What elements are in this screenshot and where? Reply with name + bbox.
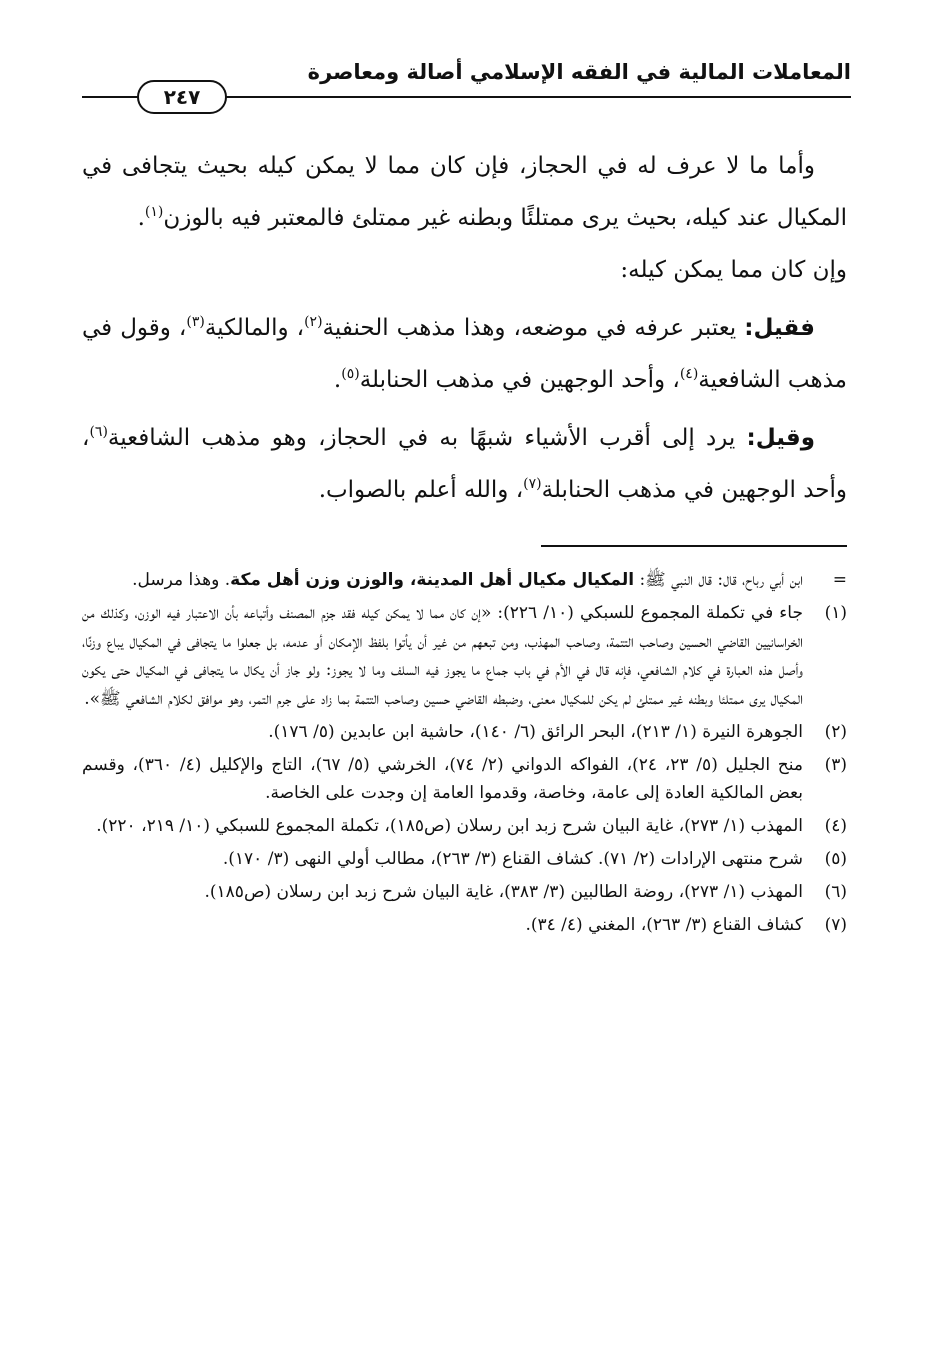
paragraph-3-text-d: ، وأحد الوجهين في مذهب الحنابلة: [359, 367, 680, 393]
paragraph-1-end: .: [137, 205, 145, 231]
footnote-ref-7: (٧): [523, 476, 542, 492]
footnote-number: (٣): [824, 754, 847, 775]
opinion-1-label: فقيل:: [744, 315, 815, 341]
footnote-2: [82, 718, 847, 747]
footnote-number: (٢): [824, 721, 847, 742]
main-text: [82, 140, 847, 516]
paragraph-3-end: .: [333, 367, 342, 393]
footnote-text: الجوهرة النيرة (١/ ٢١٣)، البحر الرائق (٦/ ١٤٠)، حاشية ابن عابدين (٥/ ١٧٦).: [268, 721, 803, 742]
footnote-text: شرح منتهى الإرادات (٢/ ٧١). كشاف القناع (٣/ ٢٦٣)، مطالب أولي النهى (٣/ ١٧٠).: [222, 849, 803, 869]
footnote-text: المهذب (١/ ٢٧٣)، غاية البيان شرح زبد ابن رسلان (ص١٨٥)، تكملة المجموع للسبكي (١٠/ ٢١٩، ٢٢٠).: [96, 816, 803, 836]
footnote-6: [82, 878, 847, 907]
footnote-text: منح الجليل (٥/ ٢٣، ٢٤)، الفواكه الدواني (٢/ ٧٤)، الخرشي (٥/ ٦٧)، التاج والإكليل (٤/ ٣٦٠)، وقسم بعض المالكية العادة إلى عامة، وخاصة، وقدموا العامة إن وجدت على الخاصة.: [82, 754, 804, 803]
footnote-number: (٧): [824, 915, 847, 935]
footnote-number: (٤): [824, 816, 847, 836]
paragraph-1: [82, 140, 847, 244]
continuation-text-a: ابن أبي رباح، قال: قال النبي ﷺ:: [634, 570, 803, 590]
paragraph-3-text-b: ، والمالكية: [204, 315, 305, 341]
footnote-7: [82, 911, 847, 940]
paragraph-1-text: وأما ما لا عرف له في الحجاز، فإن كان مما لا يمكن كيله بحيث يتجافى في المكيال عند كيله، بحيث يرى ممتلئًا وبطنه غير ممتلئ فالمعتبر فيه بالوزن: [82, 153, 847, 231]
paragraph-3-text-c: ، وقول في مذهب الشافعية: [82, 315, 847, 393]
footnote-number: (١): [824, 603, 847, 623]
footnote-text: جاء في تكملة المجموع للسبكي (١٠/ ٢٢٦): «إن كان مما لا يمكن كيله فقد جزم المصنف وأتباعه بأن الاعتبار فيه الوزن، وكذلك من الخراسانيين القاضي الحسين وصاحب التتمة، وصاحب المهذب، ومن تبعهم من غير أن يأتوا بلفظ الإمكان أو عدمه، بل جعلوا ما يتجافى في المكيال يباع وزنًا، وأصل هذه العبارة في كلام الشافعي، فإنه قال في الأم في باب جماع ما يجوز فيه السلف وما لا يجوز: ولو جاز أن يكال ما يتجافى في المكيال حتى يكون المكيال يرى ممتلئا وبطنه غير ممتلئ لم يكن للمكيال معنى، وضبطه القاضي حسين وصاحب التتمة بما زاد على جرم التمر، وهو موافق لكلام الشافعي ﷺ».: [82, 603, 803, 709]
continuation-text-b: . وهذا مرسل.: [132, 570, 231, 590]
paragraph-4-text-a: يرد إلى أقرب الأشياء شبهًا به في الحجاز، وهو مذهب الشافعية: [107, 425, 747, 451]
footnote-3: [82, 751, 847, 808]
paragraph-4: [82, 412, 847, 516]
footnote-ref-2: (٢): [304, 314, 323, 330]
footnote-4: [82, 812, 847, 841]
footnote-ref-1: (١): [144, 204, 164, 220]
paragraph-3: [82, 302, 847, 406]
page-number: ٢٤٧: [137, 80, 227, 114]
footnote-ref-5: (٥): [341, 366, 360, 382]
footnote-text: كشاف القناع (٣/ ٢٦٣)، المغني (٤/ ٣٤).: [525, 915, 803, 935]
footnote-text: المهذب (١/ ٢٧٣)، روضة الطالبين (٣/ ٣٨٣)، غاية البيان شرح زبد ابن رسلان (ص١٨٥).: [204, 882, 803, 902]
opinion-2-label: وقيل:: [746, 425, 815, 451]
paragraph-3-text-a: يعتبر عرفه في موضعه، وهذا مذهب الحنفية: [322, 315, 745, 341]
continuation-marker: =: [832, 570, 847, 590]
hadith-quote: المكيال مكيال أهل المدينة، والوزن وزن أهل مكة: [230, 570, 635, 590]
footnote-ref-3: (٣): [186, 314, 205, 330]
footnote-separator: [541, 545, 847, 547]
footnote-5: [82, 845, 847, 874]
continuation-text: [82, 566, 803, 595]
footnotes: [82, 566, 847, 944]
footnote-ref-4: (٤): [679, 366, 699, 382]
footnote-number: (٥): [824, 849, 847, 869]
footnote-ref-6: (٦): [89, 424, 108, 440]
footnote-1: [82, 599, 847, 713]
paragraph-4-end: ، والله أعلم بالصواب.: [318, 477, 524, 503]
paragraph-2: وإن كان مما يمكن كيله:: [620, 257, 847, 283]
footnote-number: (٦): [824, 882, 847, 902]
running-title: المعاملات المالية في الفقه الإسلامي أصالة ومعاصرة: [307, 60, 851, 84]
paragraph-4-text-b: ، وأحد الوجهين في مذهب الحنابلة: [82, 425, 847, 503]
footnote-continuation: [82, 566, 847, 595]
